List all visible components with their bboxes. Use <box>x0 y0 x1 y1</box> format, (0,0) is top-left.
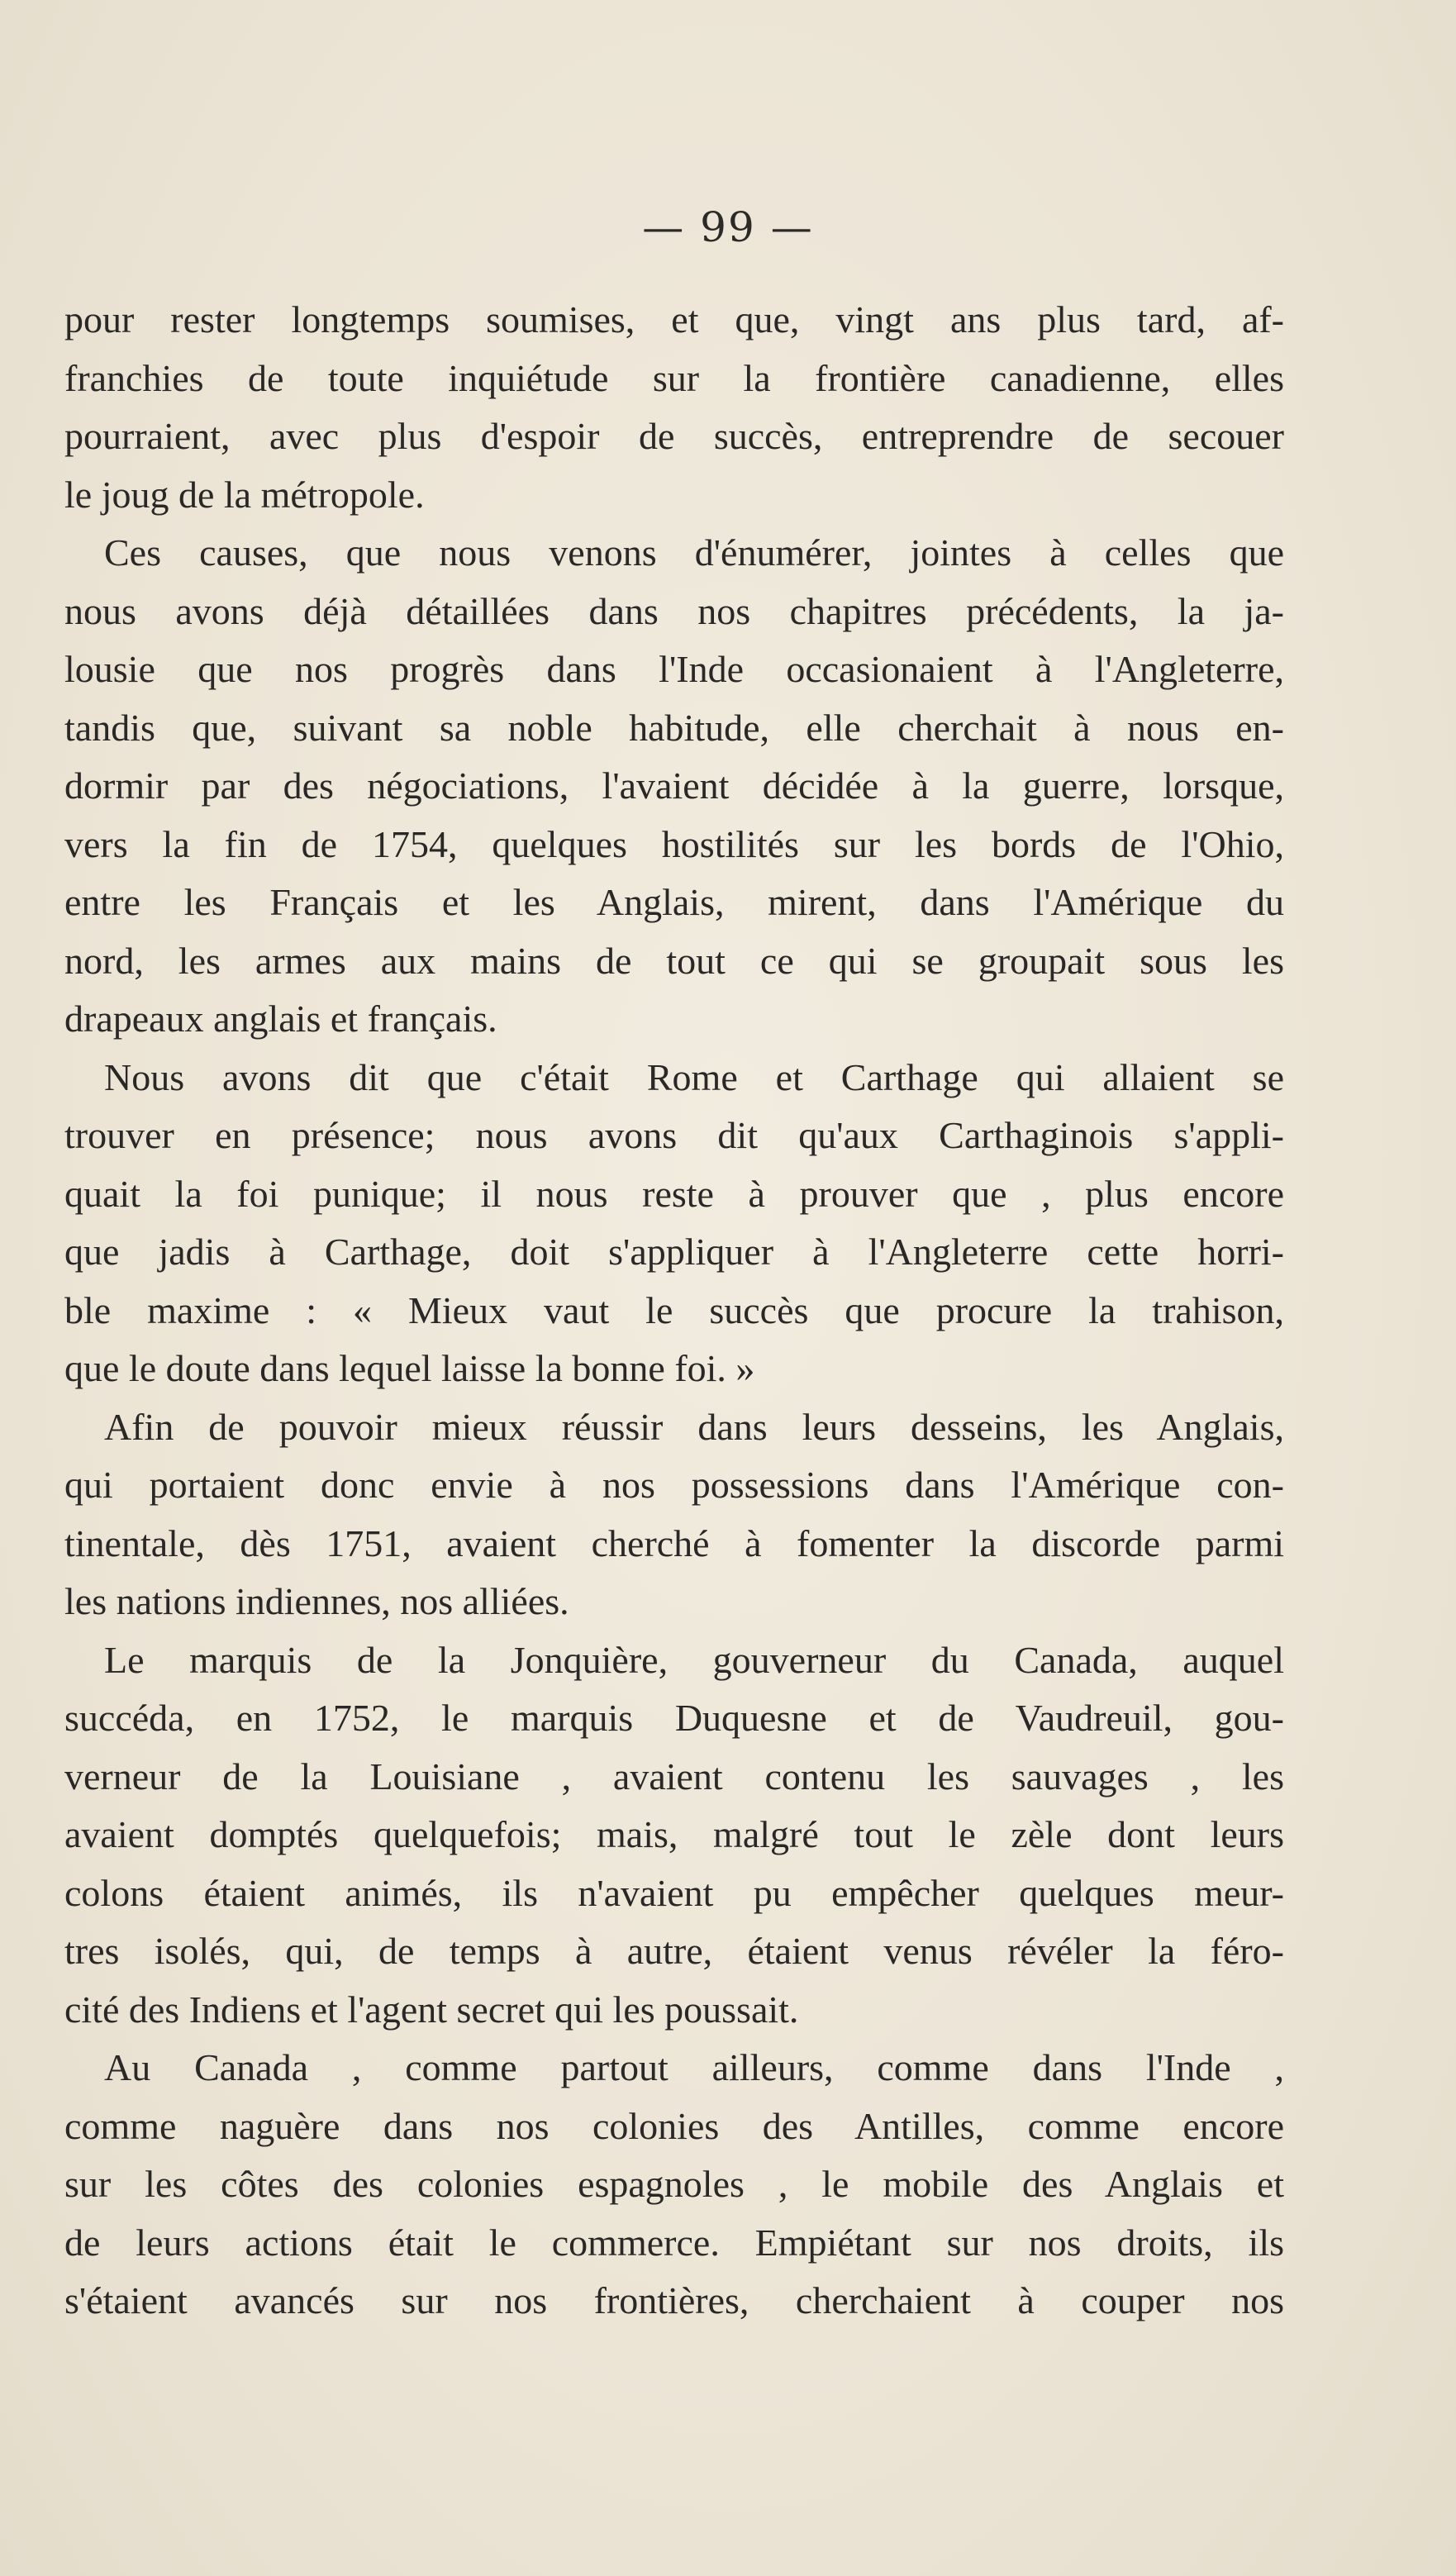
text-line: les nations indiennes, nos alliées. <box>64 1580 569 1622</box>
text-line: tandis que, suivant sa noble habitude, elle cherchait à nous en- <box>64 706 1284 749</box>
text-line: lousie que nos progrès dans l'Inde occasionaient à l'Angleterre, <box>64 648 1284 690</box>
text-line: de leurs actions était le commerce. Empiétant sur nos droits, ils <box>64 2221 1284 2264</box>
text-line: nous avons déjà détaillées dans nos chapitres précédents, la ja- <box>64 589 1284 632</box>
text-line: Au Canada , comme partout ailleurs, comme dans l'Inde , <box>104 2046 1284 2088</box>
text-line: pour rester longtemps soumises, et que, vingt ans plus tard, af- <box>64 298 1284 340</box>
text-line: comme naguère dans nos colonies des Antilles, comme encore <box>64 2104 1284 2147</box>
paragraph <box>64 1398 1284 1631</box>
text-line: que jadis à Carthage, doit s'appliquer à l'Angleterre cette horri- <box>64 1231 1284 1273</box>
text-line: dormir par des négociations, l'avaient décidée à la guerre, lorsque, <box>64 764 1284 807</box>
text-line: franchies de toute inquiétude sur la frontière canadienne, elles <box>64 356 1284 399</box>
text-line: tres isolés, qui, de temps à autre, étaient venus révéler la féro- <box>64 1930 1284 1972</box>
text-line: Nous avons dit que c'était Rome et Carthage qui allaient se <box>104 1055 1284 1098</box>
text-line: s'étaient avancés sur nos frontières, cherchaient à couper nos <box>64 2279 1284 2321</box>
paragraph <box>64 2039 1284 2331</box>
text-line: ble maxime : « Mieux vaut le succès que procure la trahison, <box>64 1288 1284 1331</box>
text-line: cité des Indiens et l'agent secret qui les poussait. <box>64 1988 799 2031</box>
text-line: trouver en présence; nous avons dit qu'aux Carthaginois s'appli- <box>64 1114 1284 1156</box>
text-line: Le marquis de la Jonquière, gouverneur du Canada, auquel <box>104 1638 1284 1681</box>
text-line: Ces causes, que nous venons d'énumérer, jointes à celles que <box>104 531 1284 574</box>
paragraph <box>64 1049 1284 1398</box>
paragraph <box>64 291 1284 524</box>
text-line: nord, les armes aux mains de tout ce qui se groupait sous les <box>64 939 1284 982</box>
text-line: entre les Français et les Anglais, mirent, dans l'Amérique du <box>64 881 1284 923</box>
text-line: sur les côtes des colonies espagnoles , le mobile des Anglais et <box>64 2163 1284 2205</box>
text-line: verneur de la Louisiane , avaient contenu les sauvages , les <box>64 1755 1284 1797</box>
text-line: pourraient, avec plus d'espoir de succès, entreprendre de secouer <box>64 415 1284 457</box>
text-line: le joug de la métropole. <box>64 473 425 516</box>
text-line: succéda, en 1752, le marquis Duquesne et de Vaudreuil, gou- <box>64 1697 1284 1739</box>
text-line: avaient domptés quelquefois; mais, malgré tout le zèle dont leurs <box>64 1813 1284 1855</box>
paragraph <box>64 524 1284 1049</box>
text-line: vers la fin de 1754, quelques hostilités sur les bords de l'Ohio, <box>64 822 1284 865</box>
paragraph <box>64 1631 1284 2040</box>
text-line: qui portaient donc envie à nos possessions dans l'Amérique con- <box>64 1464 1284 1506</box>
text-line: colons étaient animés, ils n'avaient pu empêcher quelques meur- <box>64 1871 1284 1914</box>
text-line: quait la foi punique; il nous reste à prouver que , plus encore <box>64 1172 1284 1215</box>
page-number: — 99 — <box>642 203 814 251</box>
text-line: drapeaux anglais et français. <box>64 998 497 1040</box>
text-line: tinentale, dès 1751, avaient cherché à fomenter la discorde parmi <box>64 1521 1284 1564</box>
text-line: que le doute dans lequel laisse la bonne foi. » <box>64 1347 755 1389</box>
body-text <box>64 291 1284 2331</box>
text-line: Afin de pouvoir mieux réussir dans leurs desseins, les Anglais, <box>104 1405 1284 1448</box>
